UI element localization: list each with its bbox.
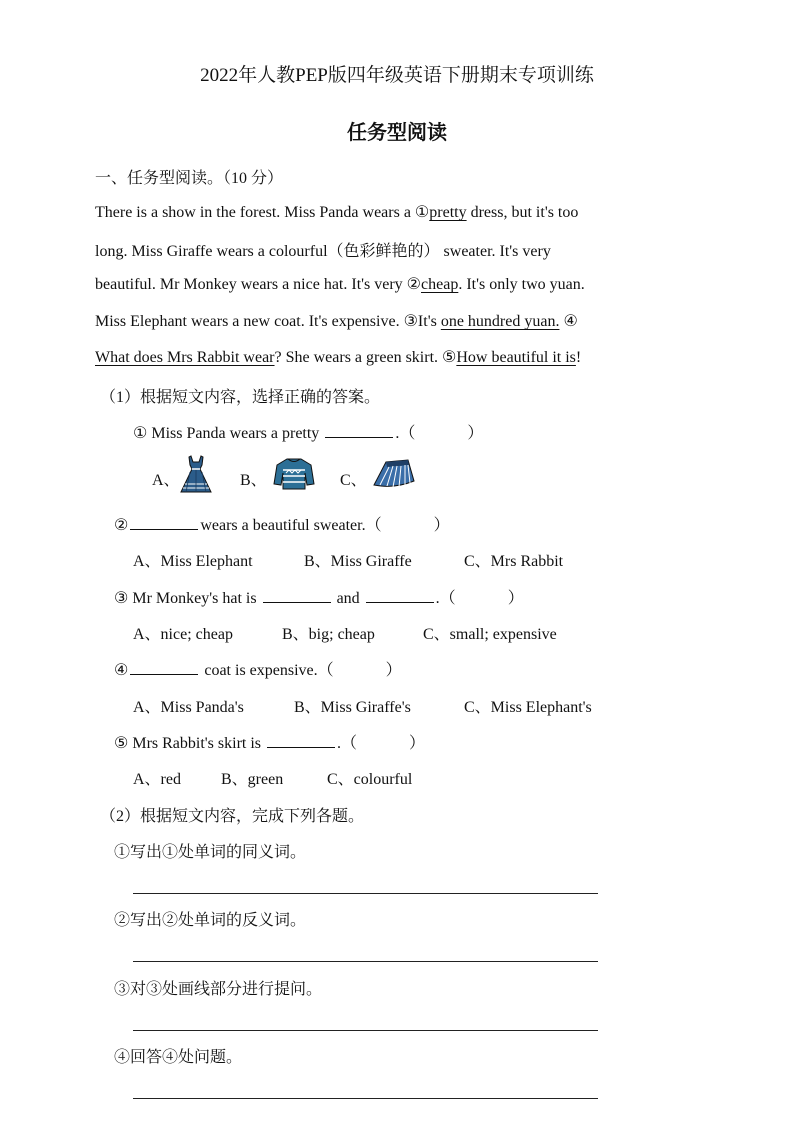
answer-blank[interactable] bbox=[267, 733, 335, 748]
document-subtitle: 任务型阅读 bbox=[347, 120, 447, 144]
answer-blank[interactable] bbox=[130, 660, 198, 675]
sweater-icon bbox=[273, 456, 315, 492]
passage-line-5: What does Mrs Rabbit wear? She wears a green skirt. ⑤How beautiful it is! bbox=[95, 349, 582, 366]
q1-option-a-label: A、 bbox=[152, 472, 180, 489]
q1-option-c-label: C、 bbox=[340, 472, 367, 489]
part2-question-4: ④回答④处问题。 bbox=[114, 1049, 243, 1066]
q4-option-c: C、Miss Elephant's bbox=[464, 699, 592, 716]
question-1: ① Miss Panda wears a pretty .（ ） bbox=[133, 425, 484, 442]
skirt-icon bbox=[372, 459, 416, 489]
q3-option-a: A、nice; cheap bbox=[133, 626, 233, 643]
q4-option-a: A、Miss Panda's bbox=[133, 699, 244, 716]
part1-title: （1）根据短文内容，选择正确的答案。 bbox=[100, 389, 381, 406]
answer-line-2[interactable] bbox=[133, 961, 598, 962]
part2-title: （2）根据短文内容，完成下列各题。 bbox=[100, 808, 365, 825]
question-4: ④ coat is expensive.（ ） bbox=[114, 662, 402, 679]
part2-question-3: ③对③处画线部分进行提问。 bbox=[114, 981, 323, 998]
section-title: 一、任务型阅读。（10 分） bbox=[95, 170, 284, 187]
answer-line-3[interactable] bbox=[133, 1030, 598, 1031]
passage-line-2: long. Miss Giraffe wears a colourful（色彩鲜艳的） sweater. It's very bbox=[95, 243, 551, 260]
part2-question-2: ②写出②处单词的反义词。 bbox=[114, 912, 307, 929]
q3-option-c: C、small; expensive bbox=[423, 626, 557, 643]
q4-option-b: B、Miss Giraffe's bbox=[294, 699, 411, 716]
answer-blank[interactable] bbox=[366, 588, 434, 603]
answer-blank[interactable] bbox=[263, 588, 331, 603]
question-3: ③ Mr Monkey's hat is and .（ ） bbox=[114, 590, 524, 607]
q2-option-a: A、Miss Elephant bbox=[133, 553, 253, 570]
answer-blank[interactable] bbox=[130, 515, 198, 530]
q1-option-b-label: B、 bbox=[240, 472, 267, 489]
part2-question-1: ①写出①处单词的同义词。 bbox=[114, 844, 307, 861]
passage-line-4: Miss Elephant wears a new coat. It's expensive. ③It's one hundred yuan. ④ bbox=[95, 313, 578, 330]
dress-icon bbox=[178, 454, 214, 496]
q5-option-c: C、colourful bbox=[327, 771, 413, 788]
q5-option-b: B、green bbox=[221, 771, 284, 788]
q3-option-b: B、big; cheap bbox=[282, 626, 375, 643]
question-5: ⑤ Mrs Rabbit's skirt is .（ ） bbox=[114, 735, 426, 752]
passage-line-1: There is a show in the forest. Miss Panda wears a ①pretty dress, but it's too bbox=[95, 204, 579, 221]
answer-line-4[interactable] bbox=[133, 1098, 598, 1099]
q5-option-a: A、red bbox=[133, 771, 181, 788]
document-title: 2022年人教PEP版四年级英语下册期末专项训练 bbox=[200, 65, 594, 86]
answer-blank[interactable] bbox=[325, 423, 393, 438]
answer-line-1[interactable] bbox=[133, 893, 598, 894]
q2-option-c: C、Mrs Rabbit bbox=[464, 553, 564, 570]
question-2: ② wears a beautiful sweater.（ ） bbox=[114, 517, 450, 534]
q2-option-b: B、Miss Giraffe bbox=[304, 553, 412, 570]
passage-line-3: beautiful. Mr Monkey wears a nice hat. It's very ②cheap. It's only two yuan. bbox=[95, 276, 585, 293]
